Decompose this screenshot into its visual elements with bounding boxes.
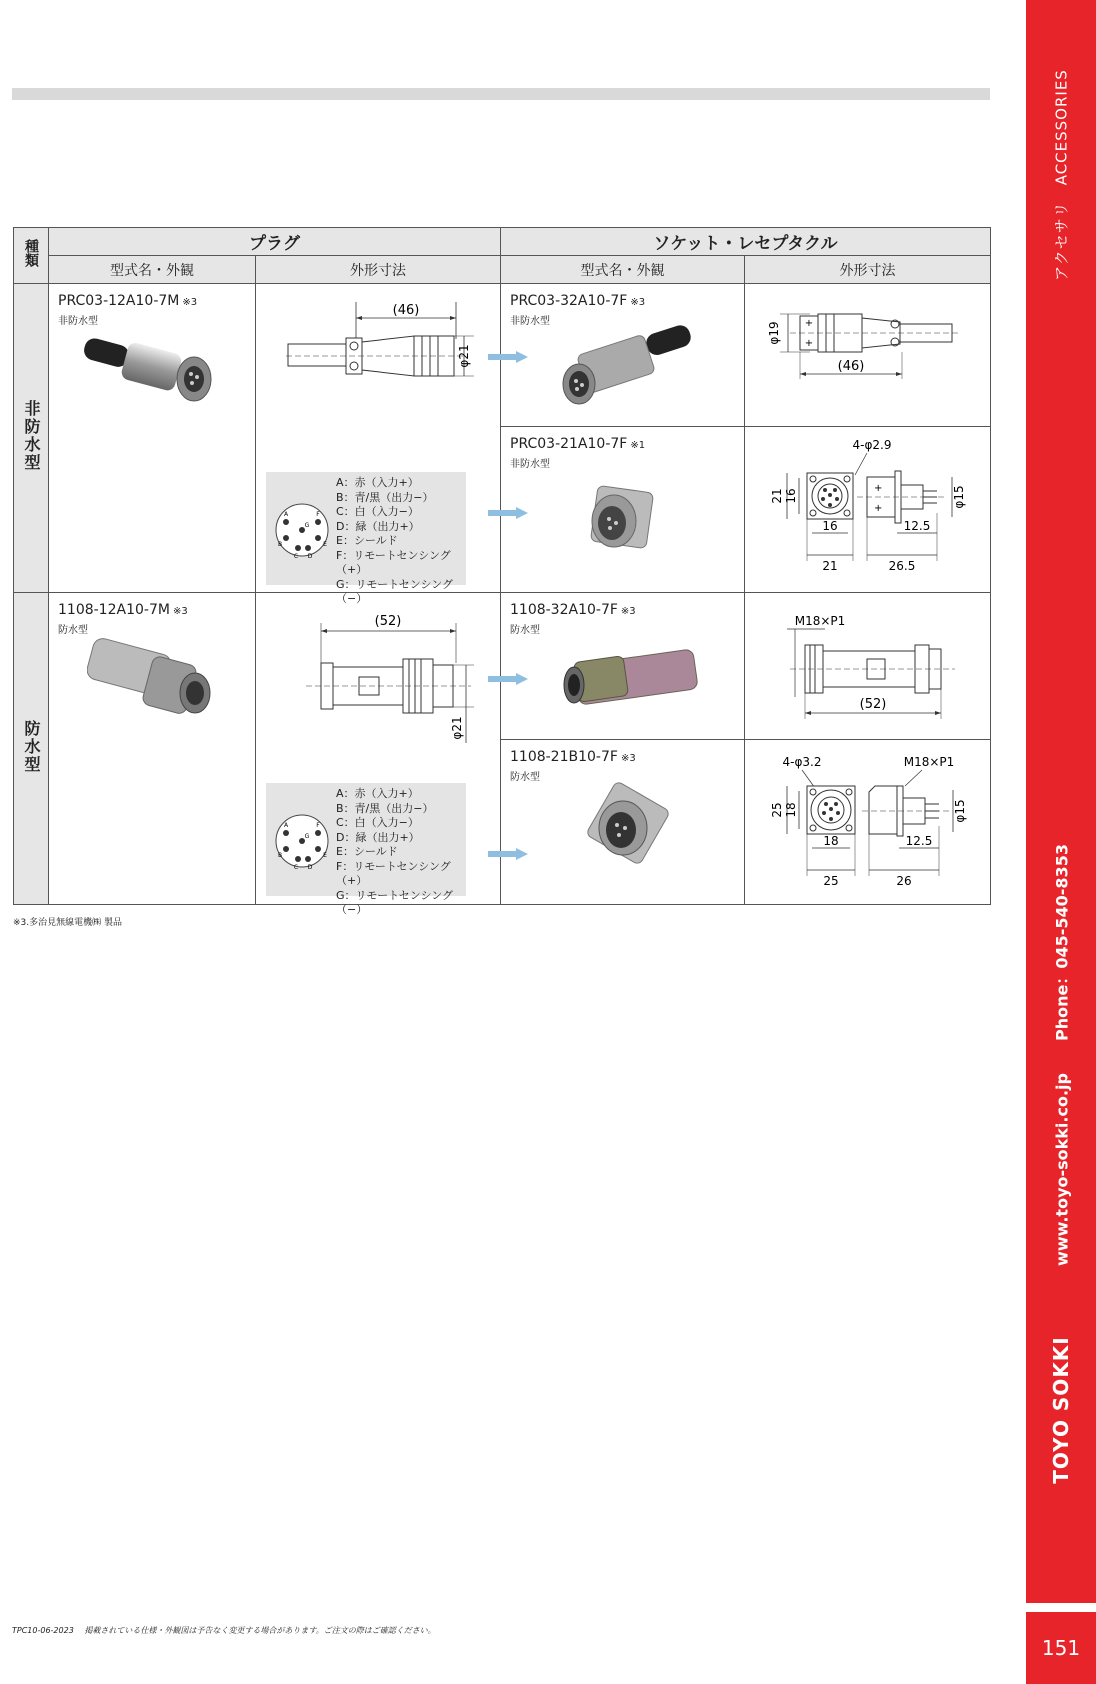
pin-d: D：緑（出力+） — [336, 830, 420, 844]
sock-nw1-model: PRC03-32A10-7F ※3 — [510, 293, 646, 309]
sock-nw1-drawing — [760, 304, 975, 404]
sock-w2-type: 防水型 — [510, 772, 540, 783]
kind-nonwaterproof: 非防水型 — [14, 284, 49, 593]
pin-e: E：シールド — [336, 534, 398, 547]
svg-text:F: F — [316, 822, 320, 829]
svg-text:F: F — [316, 511, 320, 518]
sock-w2-cell — [501, 740, 745, 905]
sock-nw2-d2: 26.5 — [888, 559, 916, 573]
plug-nw-cell — [49, 284, 256, 593]
pin-g: G：リモートセンシング（−） — [336, 888, 453, 916]
plug-w-dim-cell — [256, 593, 501, 916]
plug-nw-dim-cell — [256, 284, 501, 605]
sock-nw2-model: PRC03-21A10-7F ※1 — [510, 436, 646, 452]
top-rule — [12, 88, 990, 100]
svg-text:A: A — [283, 822, 289, 829]
sock-nw1-type: 非防水型 — [510, 316, 550, 327]
plug-nw-drawing — [286, 294, 476, 389]
svg-text:E: E — [323, 541, 327, 548]
sidebar — [1026, 0, 1096, 1603]
sock-w2-d1: 12.5 — [905, 834, 933, 848]
plug-w-dia: φ21 — [450, 716, 464, 740]
sock-w2-h1: 25 — [770, 802, 784, 818]
sock-w2-drawing — [757, 746, 982, 901]
socket-header: ソケット・レセプタクル — [501, 228, 991, 256]
sock-w2-d2: 26 — [896, 874, 912, 888]
sock-w1-photo — [556, 633, 706, 723]
sock-w2-model: 1108-21B10-7F ※3 — [510, 749, 636, 765]
plug-w-type: 防水型 — [58, 625, 88, 636]
svg-text:G: G — [304, 833, 310, 840]
footer-disclaimer: TPC10-06-2023 掲載されている仕様・外観図は予告なく変更する場合があります。ご注文の際はご確認ください。 — [12, 1626, 436, 1635]
svg-text:B: B — [277, 852, 283, 859]
pin-a: A：赤（入力+） — [336, 787, 419, 800]
sock-w1-model: 1108-32A10-7F ※3 — [510, 602, 636, 618]
sock-nw2-hole: 4-φ2.9 — [852, 438, 892, 452]
plug-nw-model: PRC03-12A10-7M ※3 — [58, 293, 198, 309]
svg-text:+: + — [874, 503, 883, 514]
model-header-socket: 型式名・外観 — [501, 256, 745, 284]
sock-w1-len: (52) — [859, 697, 887, 712]
sock-w1-type: 防水型 — [510, 625, 540, 636]
pin-g: G：リモートセンシング（−） — [336, 577, 453, 605]
sock-nw1-photo — [551, 319, 701, 414]
dim-header-socket: 外形寸法 — [745, 256, 991, 284]
pin-b: B：青/黒（出力−） — [336, 801, 434, 815]
dim-header-plug: 外形寸法 — [256, 256, 501, 284]
plug-header: プラグ — [49, 228, 501, 256]
svg-text:G: G — [304, 522, 310, 529]
kind-header: 種類 — [14, 228, 49, 284]
plug-w-len: (52) — [374, 614, 402, 629]
plug-nw-len: (46) — [392, 303, 420, 318]
plug-w-model: 1108-12A10-7M ※3 — [58, 602, 188, 618]
sock-nw2-cell — [501, 427, 745, 593]
sock-w1-thread: M18×P1 — [794, 614, 846, 628]
pin-b: B：青/黒（出力−） — [336, 490, 434, 504]
svg-text:C: C — [293, 553, 299, 560]
plug-nw-dia: φ21 — [457, 344, 471, 368]
contact-info: www.toyo-sokki.co.jp Phone：045-540-8353 — [1052, 844, 1072, 1266]
connector-table — [13, 227, 991, 916]
kind-waterproof: 防水型 — [14, 593, 49, 905]
pin-e: E：シールド — [336, 845, 398, 858]
sock-w2-dim-cell — [745, 740, 991, 905]
plug-w-cell — [49, 593, 256, 905]
sock-nw2-dia: φ15 — [952, 485, 966, 509]
plug-nw-pin-table — [266, 472, 466, 605]
pin-d: D：緑（出力+） — [336, 519, 420, 533]
sock-nw2-photo — [576, 477, 666, 567]
pin-layout-icon — [272, 500, 332, 560]
sock-w2-dia: φ15 — [953, 799, 967, 823]
manufacturer-note: ※3.多治見無線電機㈱ 製品 — [13, 918, 122, 928]
sock-nw2-h1: 21 — [770, 488, 784, 504]
sock-nw2-h2: 16 — [784, 488, 798, 504]
sock-nw1-dim-cell — [745, 284, 991, 427]
svg-text:E: E — [323, 852, 327, 859]
svg-text:B: B — [277, 541, 283, 548]
svg-text:C: C — [293, 864, 299, 871]
pin-f: F：リモートセンシング（+） — [336, 859, 451, 887]
svg-text:A: A — [283, 511, 289, 518]
svg-text:D: D — [307, 553, 313, 560]
svg-text:+: + — [804, 338, 814, 349]
sock-w2-photo — [581, 780, 676, 875]
page-number: 151 — [1026, 1612, 1096, 1684]
sock-nw2-dim-cell — [745, 427, 991, 593]
sock-w1-dim-cell — [745, 593, 991, 740]
sock-w2-h2: 18 — [784, 802, 798, 818]
sock-nw1-len: (46) — [837, 359, 865, 374]
sock-nw1-dia: φ19 — [767, 321, 781, 345]
sock-w2-hole: 4-φ3.2 — [782, 755, 822, 769]
sock-nw2-w2: 21 — [822, 559, 838, 573]
svg-text:+: + — [804, 318, 814, 329]
plug-nw-type: 非防水型 — [58, 316, 98, 327]
sock-w2-w1: 18 — [823, 834, 839, 848]
pin-f: F：リモートセンシング（+） — [336, 548, 451, 576]
sock-w1-cell — [501, 593, 745, 740]
pin-c: C：白（入力−） — [336, 505, 419, 518]
svg-text:D: D — [307, 864, 313, 871]
sock-w1-drawing — [765, 607, 980, 732]
pin-layout-icon — [272, 811, 332, 871]
plug-w-pin-table — [266, 783, 466, 916]
sock-nw1-cell — [501, 284, 745, 427]
svg-text:+: + — [874, 483, 883, 494]
sock-nw2-d1: 12.5 — [903, 519, 931, 533]
model-header-plug: 型式名・外観 — [49, 256, 256, 284]
category-label: アクセサリ ACCESSORIES — [1052, 69, 1071, 281]
sock-nw2-type: 非防水型 — [510, 459, 550, 470]
sock-nw2-drawing — [757, 433, 982, 588]
plug-w-drawing — [286, 603, 476, 753]
plug-nw-photo — [79, 329, 229, 409]
pin-c: C：白（入力−） — [336, 816, 419, 829]
sock-nw2-w1: 16 — [822, 519, 838, 533]
sock-w2-w2: 25 — [823, 874, 839, 888]
brand-logo: TOYO SOKKI — [1049, 1336, 1073, 1484]
sock-w2-thread: M18×P1 — [903, 755, 955, 769]
plug-w-photo — [87, 638, 217, 723]
pin-a: A：赤（入力+） — [336, 476, 419, 489]
